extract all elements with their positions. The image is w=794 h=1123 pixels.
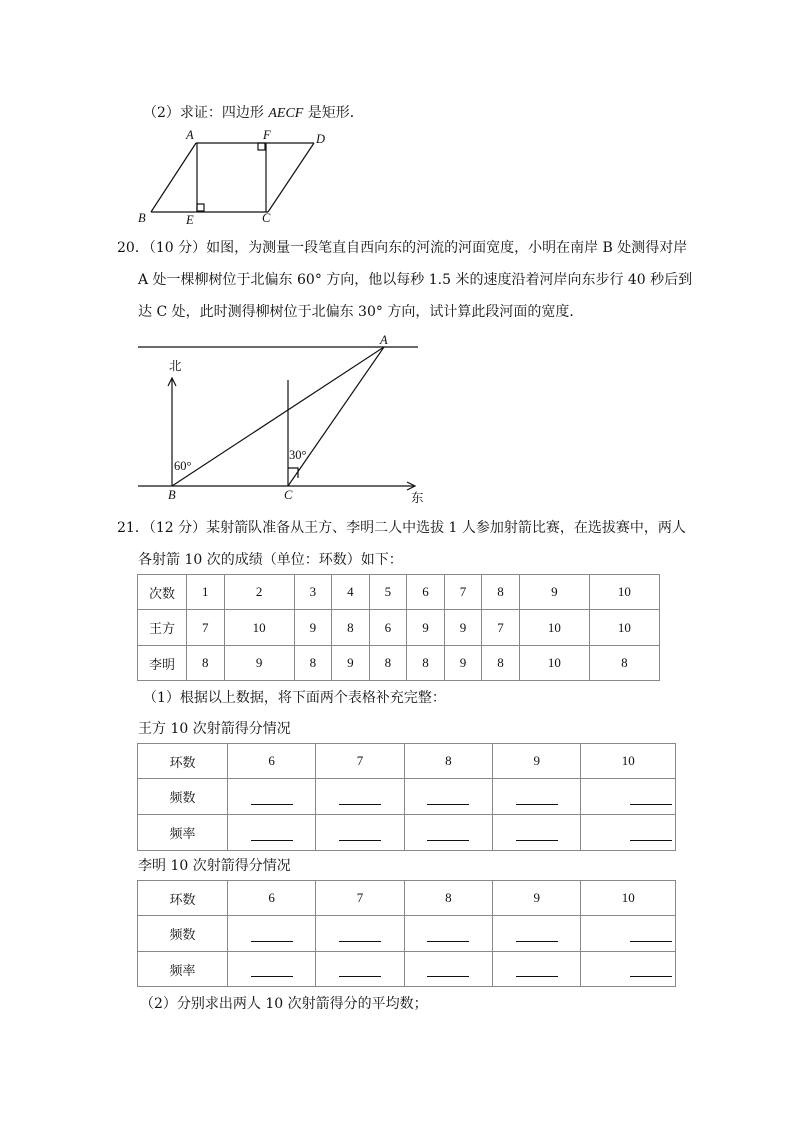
answer-blank[interactable] [251,827,293,841]
river-figure [0,0,794,520]
answer-blank[interactable] [251,963,293,977]
q21-line2: 各射箭 10 次的成绩（单位：环数）如下： [138,552,403,568]
scores-header-cell: 7 [444,575,482,610]
answer-blank[interactable] [630,928,672,942]
answer-blank[interactable] [516,827,558,841]
label-A: A [186,128,194,142]
angle-60-label: 60° [174,459,192,473]
table-li-title: 李明 10 次射箭得分情况 [138,858,291,874]
scores-row-wang: 王方 7 10 9 8 6 9 9 7 10 10 [138,610,660,646]
answer-blank[interactable] [339,791,381,805]
freq-table-wang: 环数 6 7 8 9 10 频数 频率 [137,743,676,851]
label-C: C [262,211,271,225]
label-A-river: A [380,333,388,347]
east-label: 东 [411,490,424,505]
answer-blank[interactable] [427,827,469,841]
scores-row-li: 李明 8 9 8 9 8 8 9 8 10 8 [138,646,660,681]
q21-line1: 21．（12 分）某射箭队准备从王方、李明二人中选拔 1 人参加射箭比赛，在选拔赛中，两人 [117,520,686,536]
answer-blank[interactable] [339,963,381,977]
q19-part2: （2）求证：四边形 AECF 是矩形． [143,105,364,121]
freq-table-li: 环数 6 7 8 9 10 频数 频率 [137,880,676,987]
label-F: F [263,128,271,142]
scores-header-cell: 1 [187,575,225,610]
answer-blank[interactable] [427,928,469,942]
scores-header-cell: 2 [224,575,294,610]
answer-blank[interactable] [630,827,672,841]
q20-line1: 20．（10 分）如图，为测量一段笔直自西向东的河流的河面宽度，小明在南岸 B 处测得对岸 [117,240,688,256]
q20-line2: A 处一棵柳树位于北偏东 60° 方向，他以每秒 1.5 米的速度沿着河岸向东步行 40 秒后到 [138,272,693,288]
answer-blank[interactable] [251,791,293,805]
answer-blank[interactable] [516,791,558,805]
q21-part2: （2）分别求出两人 10 次射箭得分的平均数； [140,996,428,1012]
north-label: 北 [169,358,182,373]
label-C-river: C [284,488,293,502]
scores-header-cell: 8 [482,575,520,610]
scores-header-cell: 5 [369,575,407,610]
answer-blank[interactable] [251,928,293,942]
q21-part1: （1）根据以上数据，将下面两个表格补充完整： [143,690,446,706]
label-B-river: B [168,488,176,502]
scores-header-cell: 次数 [138,575,187,610]
q20-line3: 达 C 处，此时测得柳树位于北偏东 30° 方向，试计算此段河面的宽度． [138,304,584,320]
scores-header-cell: 4 [332,575,370,610]
answer-blank[interactable] [427,963,469,977]
label-B: B [138,211,146,225]
answer-blank[interactable] [516,928,558,942]
scores-table [137,574,660,681]
table-wang-title: 王方 10 次射箭得分情况 [138,721,291,737]
scores-header-cell: 9 [519,575,589,610]
scores-header-cell: 3 [294,575,332,610]
angle-30-label: 30° [289,448,307,462]
label-E: E [186,213,194,227]
answer-blank[interactable] [427,791,469,805]
answer-blank[interactable] [339,827,381,841]
answer-blank[interactable] [630,791,672,805]
answer-blank[interactable] [630,963,672,977]
scores-header-cell: 6 [407,575,445,610]
answer-blank[interactable] [339,928,381,942]
answer-blank[interactable] [516,963,558,977]
scores-header-cell: 10 [589,575,659,610]
label-D: D [316,132,326,146]
